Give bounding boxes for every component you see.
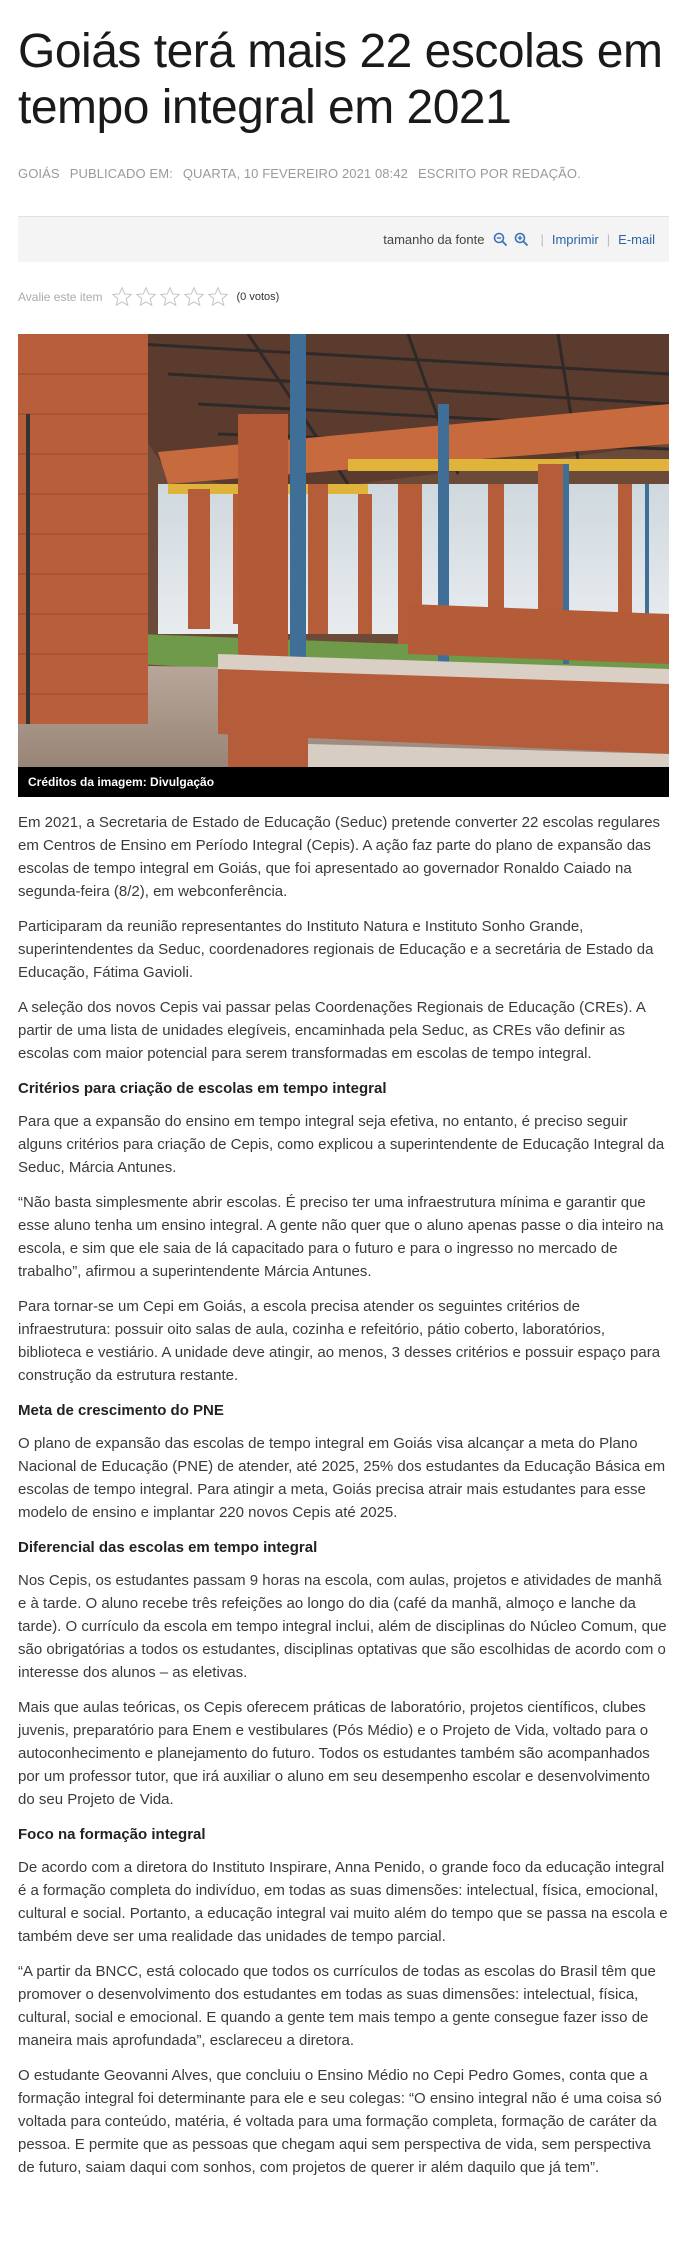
- article-toolbar: [18, 216, 669, 262]
- article-body: [18, 811, 669, 2179]
- section-heading: Meta de crescimento do PNE: [18, 1402, 224, 1419]
- vote-count: (0 votos): [236, 291, 280, 303]
- paragraph: Para que a expansão do ensino em tempo integral seja efetiva, no entanto, é preciso seguir alguns critérios para criação de Cepis, como explicou a superintendente de Educação Integral da Seduc, Márcia Antunes.: [18, 1113, 665, 1176]
- paragraph: O estudante Geovanni Alves, que concluiu o Ensino Médio no Cepi Pedro Gomes, conta que a formação integral foi determinante para ele e seu colegas: “O ensino integral não é uma coisa só voltada para conteúdo, matéria, é voltada para uma formação completa, formação de caráter da pessoa. E permite que as pessoas que chegam aqui sem perspectiva de vida, sem perspectiva de futuro, saiam daqui com sonhos, com projetos de querer ir além daquilo que já tem”.: [18, 2067, 662, 2176]
- rating-widget: [18, 286, 669, 308]
- zoom-in-icon[interactable]: [514, 232, 529, 247]
- star-icon[interactable]: [207, 286, 229, 308]
- published-label: PUBLICADO EM:: [69, 166, 173, 181]
- toolbar-separator: |: [540, 232, 544, 247]
- paragraph: Nos Cepis, os estudantes passam 9 horas na escola, com aulas, projetos e atividades de manhã e à tarde. O aluno recebe três refeições ao longo do dia (café da manhã, almoço e lanche da tarde). O currículo da escola em tempo integral inclui, além de disciplinas do Núcleo Comum, que são obrigatórias a todos os estudantes, disciplinas optativas que são escolhidas de acordo com o interesse dos alunos – as eletivas.: [18, 1572, 667, 1681]
- paragraph: “A partir da BNCC, está colocado que todos os currículos de todas as escolas do Brasil têm que promover o desenvolvimento dos estudantes em todas as suas dimensões: intelectual, física, cultural, social e emocional. E quando a gente tem mais tempo a gente consegue fazer isso de maneira mais aprofundada”, esclareceu a diretora.: [18, 1963, 656, 2049]
- rating-label: Avalie este item: [18, 290, 103, 304]
- section-heading: Foco na formação integral: [18, 1826, 206, 1843]
- font-size-label: tamanho da fonte: [383, 232, 485, 247]
- star-icon[interactable]: [183, 286, 205, 308]
- image-caption: Créditos da imagem: Divulgação: [18, 767, 669, 797]
- paragraph: De acordo com a diretora do Instituto Inspirare, Anna Penido, o grande foco da educação integral é a formação completa do indivíduo, em todas as suas dimensões: intelectual, física, emocional, cultural e social. Portanto, a educação integral vai muito além do tempo que se passa na escola e também deve ser uma realidade das unidades de tempo parcial.: [18, 1859, 668, 1945]
- article-meta: [18, 166, 669, 181]
- paragraph: “Não basta simplesmente abrir escolas. É preciso ter uma infraestrutura mínima e garantir que esse aluno tenha um ensino integral. A gente não quer que o aluno apenas passe o dia inteiro na escola, e sim que ele saia de lá capacitado para o futuro e para o ingresso no mercado de trabalho”, afirmou a superintendente Márcia Antunes.: [18, 1194, 664, 1280]
- email-link[interactable]: E-mail: [618, 232, 655, 247]
- paragraph: A seleção dos novos Cepis vai passar pelas Coordenações Regionais de Educação (CREs). A partir de uma lista de unidades elegíveis, encaminhada pela Seduc, as CREs vão definir as escolas com maior potencial para serem transformadas em escolas de tempo integral.: [18, 999, 646, 1062]
- paragraph: Mais que aulas teóricas, os Cepis oferecem práticas de laboratório, projetos científicos, clubes juvenis, preparatório para Enem e vestibulares (Pós Médio) e o Projeto de Vida, voltado para o autoconhecimento e planejamento do futuro. Todos os estudantes também são acompanhados por um professor tutor, que irá auxiliar o aluno em seu desempenho escolar e desenvolvimento do seu Projeto de Vida.: [18, 1699, 651, 1808]
- published-date: QUARTA, 10 FEVEREIRO 2021 08:42: [182, 166, 409, 181]
- paragraph: Participaram da reunião representantes do Instituto Natura e Instituto Sonho Grande, superintendentes da Seduc, coordenadores regionais de Educação e a secretária de Estado da Educação, Fátima Gavioli.: [18, 918, 654, 981]
- section-heading: Diferencial das escolas em tempo integral: [18, 1539, 318, 1556]
- star-icon[interactable]: [159, 286, 181, 308]
- article-image: [18, 334, 669, 797]
- section-heading: Critérios para criação de escolas em tempo integral: [18, 1080, 387, 1097]
- article-category[interactable]: GOIÁS: [18, 166, 60, 181]
- paragraph: Em 2021, a Secretaria de Estado de Educação (Seduc) pretende converter 22 escolas regulares em Centros de Ensino em Período Integral (Cepis). A ação faz parte do plano de expansão das escolas de tempo integral em Goiás, que foi apresentado ao governador Ronaldo Caiado na segunda-feira (8/2), em webconferência.: [18, 814, 661, 900]
- toolbar-separator: |: [606, 232, 611, 247]
- article-title: Goiás terá mais 22 escolas em tempo integral em 2021: [18, 25, 663, 134]
- paragraph: Para tornar-se um Cepi em Goiás, a escola precisa atender os seguintes critérios de infraestrutura: possuir oito salas de aula, cozinha e refeitório, pátio coberto, laboratórios, biblioteca e vestiário. A unidade deve atingir, ao menos, 3 desses critérios e possuir espaço para construção da estrutura restante.: [18, 1298, 661, 1384]
- paragraph: O plano de expansão das escolas de tempo integral em Goiás visa alcançar a meta do Plano Nacional de Educação (PNE) de atender, até 2025, 25% dos estudantes da Educação Básica em escolas de tempo integral. Para atingir a meta, Goiás precisa atrair mais estudantes para esse modelo de ensino e implantar 220 novos Cepis até 2025.: [18, 1435, 666, 1521]
- print-link[interactable]: Imprimir: [551, 232, 599, 247]
- zoom-out-icon[interactable]: [493, 232, 508, 247]
- article-author: ESCRITO POR REDAÇÃO.: [418, 166, 581, 181]
- star-icon[interactable]: [135, 286, 157, 308]
- school-photo: [18, 334, 669, 797]
- rating-stars: [111, 286, 229, 308]
- star-icon[interactable]: [111, 286, 133, 308]
